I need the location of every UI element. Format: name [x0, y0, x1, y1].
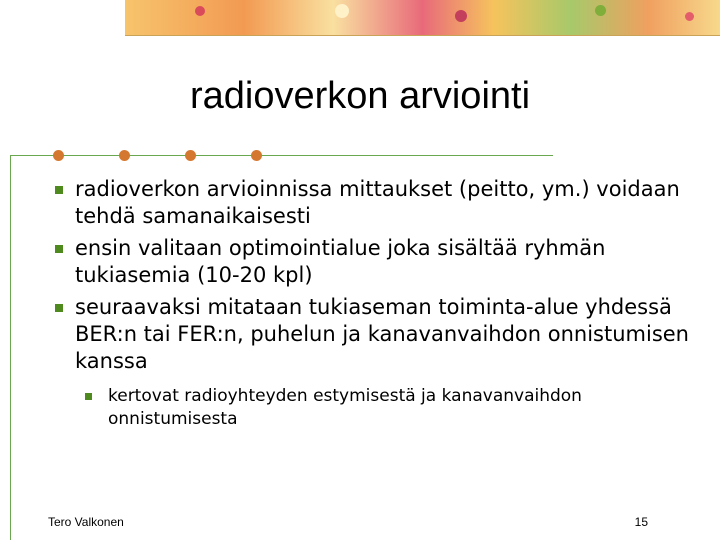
- bullet-text: radioverkon arvioinnissa mittaukset (peitto, ym.) voidaan tehdä samanaikaisesti: [75, 177, 680, 228]
- bullet-item: [55, 176, 695, 230]
- header-decoration-band: [125, 0, 720, 36]
- footer-author: Tero Valkonen: [48, 515, 124, 529]
- bullet-square-icon: [55, 245, 63, 253]
- bullet-square-icon: [55, 186, 63, 194]
- header-flower-decoration: [335, 4, 349, 18]
- header-flower-decoration: [685, 12, 694, 21]
- slide-title: radioverkon arviointi: [189, 75, 531, 117]
- bullet-list: [55, 176, 695, 431]
- rule-dot: [251, 150, 262, 161]
- left-vertical-rule: [10, 155, 11, 540]
- rule-dot: [185, 150, 196, 161]
- bullet-text: seuraavaksi mitataan tukiaseman toiminta-alue yhdessä BER:n tai FER:n, puhelun ja kanavanvaihdon onnistumisen kanssa: [75, 295, 689, 373]
- subbullet-text: kertovat radioyhteyden estymisestä ja kanavanvaihdon onnistumisesta: [108, 386, 582, 429]
- bullet-text: ensin valitaan optimointialue joka sisältää ryhmän tukiasemia (10-20 kpl): [75, 236, 606, 287]
- bullet-item: [55, 235, 695, 289]
- header-flower-decoration: [195, 6, 205, 16]
- rule-dot: [119, 150, 130, 161]
- title-underline-rule: [10, 155, 553, 156]
- header-flower-decoration: [595, 5, 606, 16]
- subbullet-item: [85, 385, 695, 431]
- rule-dot: [53, 150, 64, 161]
- bullet-square-icon: [85, 393, 92, 400]
- bullet-item: [55, 294, 695, 375]
- header-flower-decoration: [455, 10, 467, 22]
- page-number: 15: [634, 515, 648, 529]
- bullet-square-icon: [55, 304, 63, 312]
